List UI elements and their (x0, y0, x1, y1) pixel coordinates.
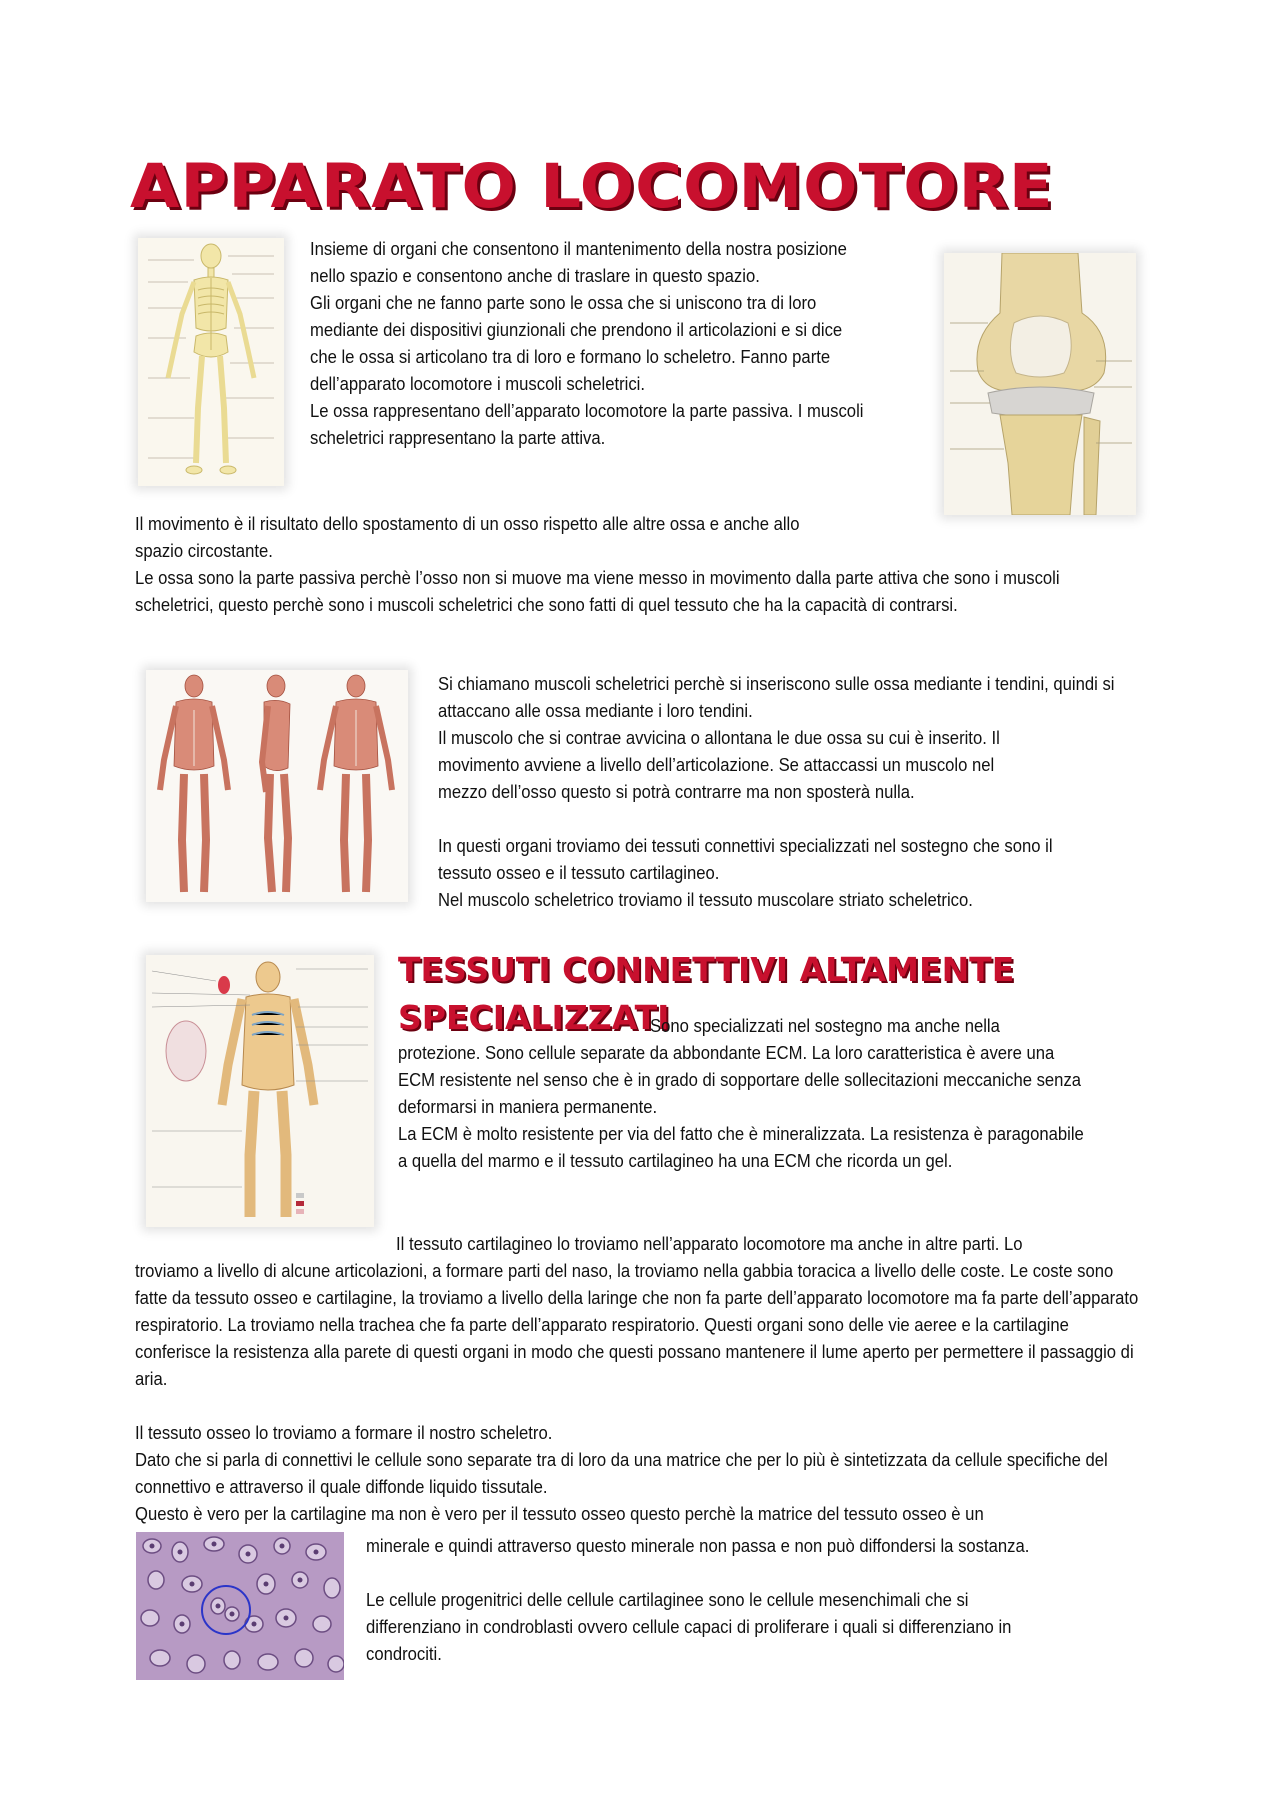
section-title-connective-line-2 (398, 990, 669, 1046)
paragraph-gap (438, 805, 1158, 832)
connective-text (398, 1039, 1118, 1174)
chondrocyte-micrograph-figure (136, 1532, 344, 1680)
muscular-system-illustration (146, 670, 408, 902)
muscles-paragraph-2: Il muscolo che si contrae avvicina o allontana le due ossa su cui è inserito. Il movimento avviene a livello dell’articolazione. Se attaccassi un muscolo nel mezzo dell’osso questo si potrà contrarre ma non sposterà nulla. (438, 727, 1000, 802)
cartilage-micrograph (136, 1532, 344, 1680)
connective-paragraph-2: La ECM è molto resistente per via del fatto che è mineralizzata. La resistenza è paragonabile a quella del marmo e il tessuto cartilagineo ha una ECM che ricorda un gel. (398, 1123, 1084, 1171)
cartilage-paragraph-2: Il tessuto osseo lo troviamo a formare il nostro scheletro. (135, 1422, 553, 1443)
muscles-text (438, 670, 1158, 913)
muscles-paragraph-1: Si chiamano muscoli scheletrici perchè si inseriscono sulle ossa mediante i tendini, quindi si attaccano alle ossa mediante i loro tendini. (438, 673, 1115, 721)
cartilage-lead-text: Il tessuto cartilagineo lo troviamo nell’apparato locomotore ma anche in altre parti. Lo (396, 1233, 1023, 1254)
skeleton-figure (138, 238, 284, 486)
cartilage-map-figure (146, 955, 374, 1227)
knee-joint-figure (944, 253, 1136, 515)
cartilage-paragraph-4: Questo è vero per la cartilagine ma non è vero per il tessuto osseo questo perchè la matrice del tessuto osseo è un (135, 1503, 984, 1524)
paragraph-gap (135, 1392, 1143, 1419)
intro-paragraph-3: Le ossa rappresentano dell’apparato locomotore la parte passiva. I muscoli scheletrici rappresentano la parte attiva. (310, 400, 864, 448)
knee-illustration (944, 253, 1136, 515)
movement-text (135, 510, 1134, 618)
section-title-line-1: TESSUTI CONNETTIVI ALTAMENTE (398, 950, 1015, 989)
bone-matrix-text (366, 1532, 1158, 1667)
skeleton-illustration (138, 238, 284, 486)
intro-text (310, 235, 868, 451)
cartilage-paragraph-3: Dato che si parla di connettivi le cellule sono separate tra di loro da una matrice che per lo più è sintetizzata da cellule specifiche del connettivo e attraverso il quale diffonde liquido tissutale. (135, 1449, 1108, 1497)
cartilage-locations-illustration (146, 955, 374, 1227)
connective-paragraph-1: protezione. Sono cellule separate da abbondante ECM. La loro caratteristica è avere una ECM resistente nel senso che è in grado di sopportare delle sollecitazioni meccaniche senza deformarsi in maniera permanente. (398, 1042, 1082, 1117)
connective-lead-text: Sono specializzati nel sostegno ma anche nella (650, 1015, 1000, 1036)
muscles-figure (146, 670, 408, 902)
page-title: APPARATO LOCOMOTORE (130, 151, 1054, 223)
movement-paragraph-1: Il movimento è il risultato dello spostamento di un osso rispetto alle altre ossa e anche allo spazio circostante. (135, 513, 800, 561)
movement-paragraph-2: Le ossa sono la parte passiva perchè l’osso non si muove ma viene messo in movimento dalla parte attiva che sono i muscoli scheletrici, questo perchè sono i muscoli scheletrici che sono fatti di quel tessuto che ha la capacità di contrarsi. (135, 567, 1060, 615)
paragraph-gap (366, 1559, 1158, 1586)
muscles-paragraph-4: Nel muscolo scheletrico troviamo il tessuto muscolare striato scheletrico. (438, 889, 973, 910)
cartilage-paragraph-1: troviamo a livello di alcune articolazioni, a formare parti del naso, la troviamo nella gabbia toracica a livello delle coste. Le coste sono fatte da tessuto osseo e cartilagine, la troviamo a livello della laringe che non fa parte dell’apparato locomotore ma fa parte dell’apparato respiratorio. La troviamo nella trachea che fa parte dell’apparato respiratorio. Questi organi sono delle vie aeree e la cartilagine conferisce la resistenza alla parete di questi organi in modo che questi possano mantenere il lume aperto per permettere il passaggio di aria. (135, 1260, 1139, 1389)
bone-matrix-paragraph-2: Le cellule progenitrici delle cellule cartilaginee sono le cellule mesenchimali che si differenziano in condroblasti ovvero cellule capaci di proliferare i quali si differenziano in condrociti. (366, 1589, 1012, 1664)
intro-paragraph-2: Gli organi che ne fanno parte sono le ossa che si uniscono tra di loro mediante dei dispositivi giunzionali che prendono il articolazioni e si dice che le ossa si articolano tra di loro e formano lo scheletro. Fanno parte dell’apparato locomotore i muscoli scheletrici. (310, 292, 843, 394)
muscles-paragraph-3: In questi organi troviamo dei tessuti connettivi specializzati nel sostegno che sono il tessuto osseo e il tessuto cartilagineo. (438, 835, 1053, 883)
intro-paragraph-1: Insieme di organi che consentono il mantenimento della nostra posizione nello spazio e consentono anche di traslare in questo spazio. (310, 238, 847, 286)
section-title-line-2: SPECIALIZZATI (398, 998, 670, 1037)
cartilage-text (135, 1257, 1143, 1527)
bone-matrix-paragraph-1: minerale e quindi attraverso questo minerale non passa e non può diffondersi la sostanza. (366, 1535, 1030, 1556)
